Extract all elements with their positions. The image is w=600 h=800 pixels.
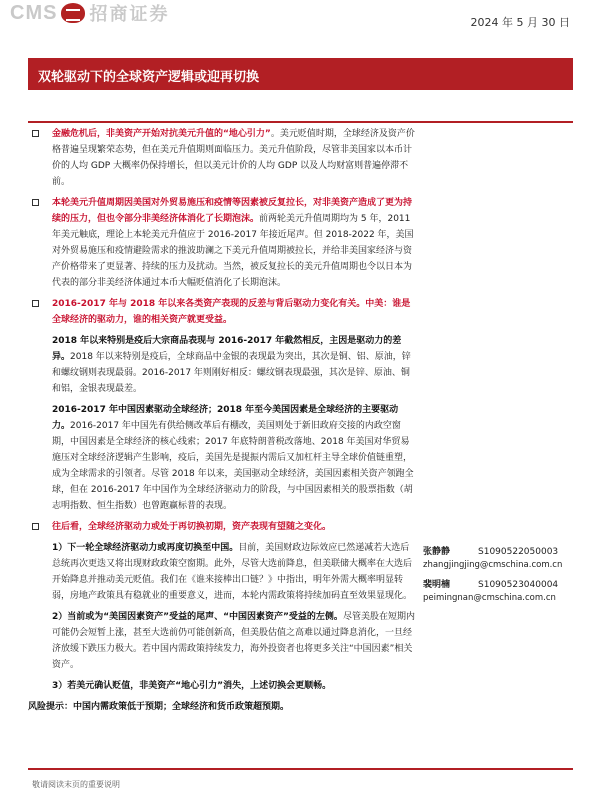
paragraph-lead: 3）若美元确认贬值，非美资产“地心引力”消失，上述切换会更顺畅。	[52, 681, 332, 691]
summary-paragraph	[28, 296, 416, 328]
analyst-license-id: S1090523040004	[478, 580, 559, 590]
paragraph-lead: 2016-2017 年中国因素驱动全球经济；2018 年至今美国因素是全球经济的主要驱动力。	[52, 405, 399, 431]
logo-mark-icon	[61, 3, 85, 23]
analyst-email[interactable]: zhangjingjing@cmschina.com.cn	[423, 560, 563, 570]
paragraph-lead: 往后看，全球经济驱动力或处于再切换初期，资产表现有望随之变化。	[52, 522, 332, 532]
risk-warning	[28, 699, 416, 715]
page-header	[0, 0, 600, 40]
bullet-square-icon	[32, 300, 39, 307]
company-logo	[10, 0, 169, 26]
summary-paragraph	[28, 333, 416, 397]
summary-paragraph	[28, 609, 416, 673]
report-title: 双轮驱动下的全球资产逻辑或迎再切换	[38, 70, 260, 85]
title-band	[28, 58, 573, 90]
bullet-square-icon	[32, 523, 39, 530]
analyst-panel	[423, 545, 583, 611]
analyst-license-id: S1090522050003	[478, 547, 559, 557]
paragraph-lead: 1）下一轮全球经济驱动力或再度切换至中国。	[52, 543, 239, 553]
paragraph-lead: 2018 年以来特别是疫后大宗商品表现与 2016-2017 年截然相反，主因是驱动力的差异。	[52, 336, 402, 362]
logo-text-cn: 招商证券	[89, 4, 170, 25]
risk-label: 风险提示：	[28, 702, 74, 712]
paragraph-body: 前两轮美元升值周期均为 5 年，2011 年美元触底，理论上本轮美元升值应于 2016-2017 年接近尾声。但 2018-2022 年，美国对外贸易施压和疫情避险需求的推波助澜之下美元升值周期被拉长，并给非美国家经济与资产价格带来了更显著、持续的压力及扰动。当然，被反复拉长的美元升值周期也令以日本为代表的部分非美经济体通过本币大幅贬值消化了长期泡沫。	[52, 214, 414, 288]
risk-text: 中国内需政策低于预期；全球经济和货币政策超预期。	[73, 702, 290, 712]
analyst-email[interactable]: peimingnan@cmschina.com.cn	[423, 593, 556, 603]
paragraph-body: 尽管美股在短期内可能仍会短暂上涨，甚至大选前仍可能创新高，但美股估值之高难以通过降息消化，一旦经济放缓下跌压力极大。若中国内需政策持续发力，海外投资者也将更多关注“中国因素”相关资产。	[52, 612, 415, 670]
summary-paragraph	[28, 195, 416, 291]
paragraph-body: 。美元贬值时期，全球经济及资产价格普遍呈现繁荣态势，但在美元升值期则面临压力。美元升值阶段，尽管非美国家以本币计价的人均 GDP 大概率仍保持增长，但以美元计价的人均 GDP 以及人均财富则普遍停滞不前。	[52, 129, 415, 187]
paragraph-body: 2016-2017 年中国先有供给侧改革后有棚改，美国则处于新旧政府交接的内政空窗期，中国因素是全球经济的核心线索；2017 年底特朗普税改落地、2018 年美国对华贸易施压对全球经济逻辑产生影响，疫后，美国先是提振内需后又加杠杆主导全球价值链重塑，成为全球需求的引领者。尽管 2018 年以来，美国驱动全球经济，美国因素相关资产领跑全球，但在 2016-2017 年中国作为全球经济驱动力的阶段，与中国因素相关的股票指数（胡志明指数、恒生指数）也曾跑赢标普的表现。	[52, 421, 414, 511]
divider-top	[28, 121, 573, 123]
bullet-square-icon	[32, 199, 39, 206]
summary-paragraph	[28, 126, 416, 190]
analyst-name: 张静静	[423, 547, 451, 557]
paragraph-lead: 2016-2017 年与 2018 年以来各类资产表现的反差与背后驱动力变化有关。	[52, 299, 366, 309]
summary-paragraph	[28, 678, 416, 694]
paragraph-lead: 金融危机后，非美资产开始对抗美元升值的“地心引力”	[52, 129, 271, 139]
paragraph-lead: 2）当前或为“美国因素资产”受益的尾声、“中国因素资产”受益的左侧。	[52, 612, 343, 622]
logo-text-en: CMS	[10, 1, 58, 24]
analyst-card	[423, 578, 583, 605]
analyst-card	[423, 545, 583, 572]
footer-note: 敬请阅读末页的重要说明	[32, 780, 120, 789]
analyst-name: 裴明楠	[423, 580, 451, 590]
summary-paragraph	[28, 402, 416, 514]
summary-content	[28, 126, 416, 720]
paragraph-body: 目前，美国财政边际效应已然递减若大选后总统再次更迭又将出现财政政策空窗期。此外，尽管大选前降息，但美联储大概率在大选后开始降息并推动美元贬值。我们在《谁来接棒出口链？》中指出，明年外需大概率明显转弱，房地产政策具有稳就业的重要意义，进而，本轮内需政策将持续加码直至效果显现化。	[52, 543, 413, 601]
bullet-square-icon	[32, 130, 39, 137]
summary-paragraph	[28, 519, 416, 535]
summary-paragraph	[28, 540, 416, 604]
paragraph-lead: 本轮美元升值周期因美国对外贸易施压和疫情等因素被反复拉长，对非美资产造成了更为持续的压力，但也令部分非美经济体消化了长期泡沫。	[52, 198, 413, 224]
paragraph-lead-tail: 中美：谁是全球经济的驱动力，谁的相关资产就更受益。	[52, 299, 411, 325]
paragraph-body: 2018 年以来特别是疫后，全球商品中金银的表现最为突出，其次是铜、铝、原油，锌和螺纹钢则表现最弱。2016-2017 年则刚好相反：螺纹钢表现最强，其次是锌、原油、铜和铝，金银表现最差。	[52, 352, 411, 394]
divider-bottom	[28, 768, 573, 770]
report-date: 2024 年 5 月 30 日	[470, 16, 570, 29]
